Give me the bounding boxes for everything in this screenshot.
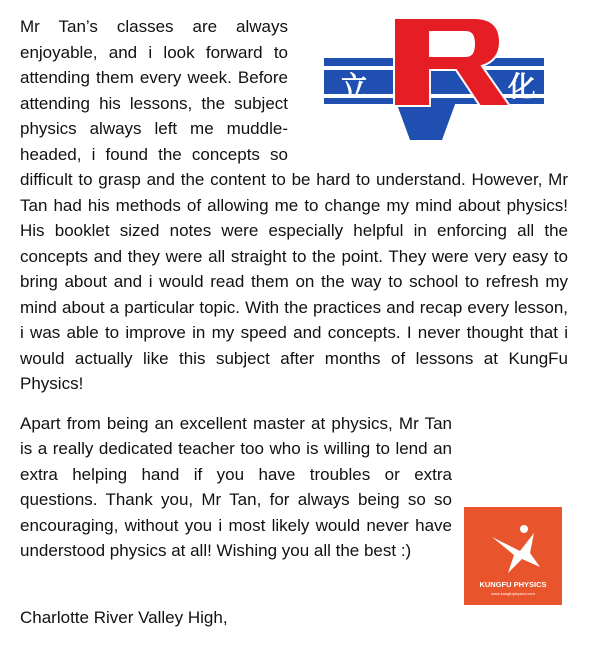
testimonial-signature: Charlotte River Valley High, <box>20 607 228 627</box>
school-logo <box>296 14 568 145</box>
badge-url: www.kungfuphysics.com <box>491 590 535 596</box>
logo-left-char: 立 <box>339 71 369 102</box>
logo-right-char: 化 <box>507 71 537 102</box>
testimonial-paragraph-2: Apart from being an excellent master at physics, Mr Tan is a really dedicated teacher too who is willing to lend an extra helping hand if you have troubles or extra questions. Thank you, Mr Tan, for always being so so encouraging, without you i most likely would never have understood physics at all! Wishing you all the best :) <box>20 413 452 560</box>
kungfu-physics-badge <box>464 507 562 605</box>
testimonial-text <box>20 14 568 630</box>
school-logo-graphic <box>296 14 568 145</box>
testimonial-paragraph-2-wrap <box>20 411 568 596</box>
kungfu-physics-badge-graphic <box>464 507 562 605</box>
badge-title: KUNGFU PHYSICS <box>479 579 547 589</box>
testimonial-paragraph-1: Mr Tan’s classes are always enjoyable, and i look forward to attending them every week. Before attending his lessons, the subject physics always left me muddle-headed, i found the concepts so difficult to grasp and the content to be hard to understand. However, Mr Tan had his methods of allowing me to change my mind about physics! His booklet sized notes were especially helpful in enforcing all the concepts and they were all straight to the point. They were very easy to bring about and i would read them on the way to school to refresh my mind about a particular topic. With the practices and recap every lesson, i was able to improve in my speed and concepts. I never thought that i would actually like this subject after months of lessons at KungFu Physics! <box>20 17 568 393</box>
